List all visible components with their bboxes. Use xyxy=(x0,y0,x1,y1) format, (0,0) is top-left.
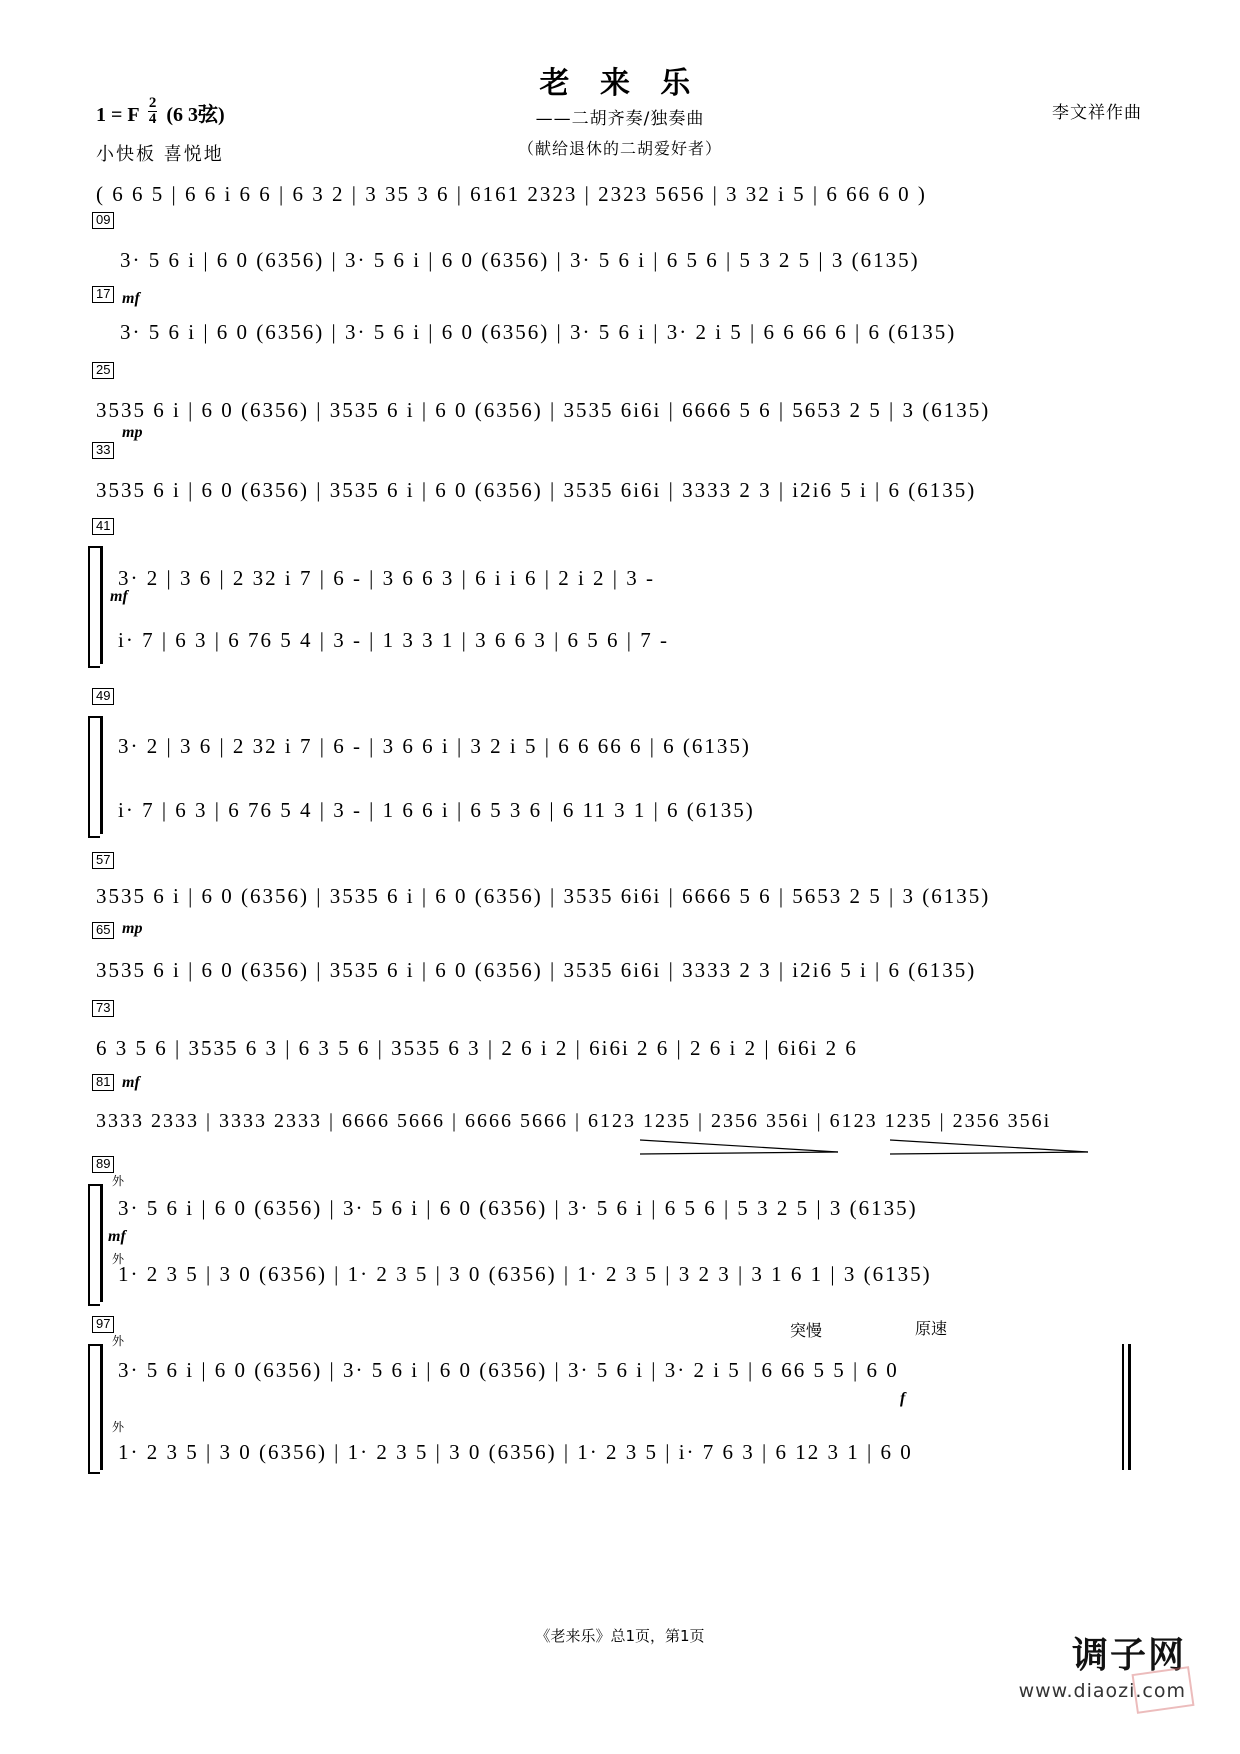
system-notes: 3535 6 i | 6 0 (6356) | 3535 6 i | 6 0 (6356) | 3535 6i6i | 6666 5 6 | 5653 2 5 | 3 (6135) xyxy=(96,398,991,422)
system-notes: 3· 5 6 i | 6 0 (6356) | 3· 5 6 i | 6 0 (6356) | 3· 5 6 i | 3· 2 i 5 | 6 6 66 6 | 6 (6135) xyxy=(120,320,957,344)
system-brace-89 xyxy=(88,1184,100,1306)
system-notes-upper: 3· 2 | 3 6 | 2 32 i 7 | 6 - | 3 6 6 3 | 6 i i 6 | 2 i 2 | 3 - xyxy=(118,566,655,590)
measure-number-73: 73 xyxy=(92,1000,114,1017)
tempo-mark-original-speed: 原速 xyxy=(915,1319,948,1338)
measure-number-65: 65 xyxy=(92,922,114,939)
final-barline-thin xyxy=(1122,1344,1124,1470)
measure-number-57: 57 xyxy=(92,852,114,869)
music-system-12-upper xyxy=(118,1358,1150,1383)
outer-string-mark-97-lower: 外 xyxy=(112,1420,125,1434)
measure-number-09: 09 xyxy=(92,212,114,229)
music-system-9 xyxy=(96,1036,1152,1061)
music-system-4 xyxy=(96,478,1152,503)
system-brace-41 xyxy=(88,546,100,668)
system-notes: 3535 6 i | 6 0 (6356) | 3535 6 i | 6 0 (6356) | 3535 6i6i | 6666 5 6 | 5653 2 5 | 3 (6135) xyxy=(96,884,991,908)
music-system-11-upper xyxy=(118,1196,1150,1221)
system-notes: 3535 6 i | 6 0 (6356) | 3535 6 i | 6 0 (6356) | 3535 6i6i | 3333 2 3 | i2i6 5 i | 6 (6135) xyxy=(96,478,977,502)
hairpin-diminuendo-1 xyxy=(640,1138,840,1156)
final-barline-thick xyxy=(1128,1344,1131,1470)
measure-number-49: 49 xyxy=(92,688,114,705)
measure-number-25: 25 xyxy=(92,362,114,379)
music-system-5-lower xyxy=(118,628,1150,653)
system-notes: 3535 6 i | 6 0 (6356) | 3535 6 i | 6 0 (6356) | 3535 6i6i | 3333 2 3 | i2i6 5 i | 6 (6135) xyxy=(96,958,977,982)
watermark-stamp-icon xyxy=(1131,1666,1194,1714)
music-system-2 xyxy=(120,320,1150,345)
outer-string-mark-97-upper: 外 xyxy=(112,1334,125,1348)
measure-number-89: 89 xyxy=(92,1156,114,1173)
system-notes: ( 6 6 5 | 6 6 i 6 6 | 6 3 2 | 3 35 3 6 | 6161 2323 | 2323 5656 | 3 32 i 5 | 6 66 6 0 ) xyxy=(96,182,927,206)
system-bracket-49 xyxy=(100,716,103,834)
dynamic-mp-33: mp xyxy=(122,424,143,441)
system-notes: 3· 5 6 i | 6 0 (6356) | 3· 5 6 i | 6 0 (6356) | 3· 5 6 i | 6 5 6 | 5 3 2 5 | 3 (6135) xyxy=(120,248,920,272)
outer-string-mark-89-upper: 外 xyxy=(112,1174,125,1188)
system-notes: 6 3 5 6 | 3535 6 3 | 6 3 5 6 | 3535 6 3 | 2 6 i 2 | 6i6i 2 6 | 2 6 i 2 | 6i6i 2 6 xyxy=(96,1036,858,1060)
measure-number-41: 41 xyxy=(92,518,114,535)
meter-denominator: 4 xyxy=(148,111,157,127)
measure-number-33: 33 xyxy=(92,442,114,459)
composer-credit: 李文祥作曲 xyxy=(1052,103,1142,123)
music-system-0 xyxy=(96,182,1152,207)
key-label: 1 = F xyxy=(96,104,139,126)
music-system-8 xyxy=(96,958,1152,983)
music-system-6-upper xyxy=(118,734,1150,759)
page-footer: 《老来乐》总1页，第1页 xyxy=(535,1627,705,1645)
system-bracket-97 xyxy=(100,1344,103,1470)
system-bracket-89 xyxy=(100,1184,103,1302)
system-notes-lower: i· 7 | 6 3 | 6 76 5 4 | 3 - | 1 6 6 i | 6 5 3 6 | 6 11 3 1 | 6 (6135) xyxy=(118,798,755,822)
system-notes-upper: 3· 2 | 3 6 | 2 32 i 7 | 6 - | 3 6 6 i | 3 2 i 5 | 6 6 66 6 | 6 (6135) xyxy=(118,734,751,758)
system-notes-upper: 3· 5 6 i | 6 0 (6356) | 3· 5 6 i | 6 0 (6356) | 3· 5 6 i | 6 5 6 | 5 3 2 5 | 3 (6135) xyxy=(118,1196,918,1220)
system-brace-97 xyxy=(88,1344,100,1474)
music-system-3 xyxy=(96,398,1152,423)
system-notes-lower: 1· 2 3 5 | 3 0 (6356) | 1· 2 3 5 | 3 0 (6356) | 1· 2 3 5 | i· 7 6 3 | 6 12 3 1 | 6 0 xyxy=(118,1440,913,1464)
music-system-5-upper xyxy=(118,566,1150,591)
dynamic-mf-17: mf xyxy=(122,290,140,307)
measure-number-97: 97 xyxy=(92,1316,114,1333)
music-system-6-lower xyxy=(118,798,1150,823)
measure-number-81: 81 xyxy=(92,1074,114,1091)
system-notes-upper: 3· 5 6 i | 6 0 (6356) | 3· 5 6 i | 6 0 (6356) | 3· 5 6 i | 3· 2 i 5 | 6 66 5 5 | 6 0 xyxy=(118,1358,899,1382)
system-notes-lower: 1· 2 3 5 | 3 0 (6356) | 1· 2 3 5 | 3 0 (6356) | 1· 2 3 5 | 3 2 3 | 3 1 6 1 | 3 (6135) xyxy=(118,1262,932,1286)
dynamic-f-97: f xyxy=(900,1390,906,1407)
hairpin-diminuendo-2 xyxy=(890,1138,1090,1156)
subtitle-genre: ——二胡齐奏/独奏曲 xyxy=(535,109,705,129)
page-title: 老 来 乐 xyxy=(539,66,701,101)
outer-string-mark-89-lower: 外 xyxy=(112,1252,125,1266)
string-tuning: (6 3弦) xyxy=(166,104,225,126)
music-system-11-lower xyxy=(118,1262,1150,1287)
watermark-site-url: www.diaozi.com xyxy=(1018,1680,1186,1702)
music-system-1 xyxy=(120,248,1150,273)
music-system-7 xyxy=(96,884,1152,909)
tempo-mark-sudden-slow: 突慢 xyxy=(790,1321,823,1340)
tempo-expression-mark: 小快板 喜悦地 xyxy=(96,144,224,165)
system-bracket-41 xyxy=(100,546,103,664)
measure-number-17: 17 xyxy=(92,286,114,303)
meter-numerator: 2 xyxy=(148,95,157,111)
system-notes-lower: i· 7 | 6 3 | 6 76 5 4 | 3 - | 1 3 3 1 | 3 6 6 3 | 6 5 6 | 7 - xyxy=(118,628,669,652)
subtitle-dedication: （献给退休的二胡爱好者） xyxy=(517,139,722,158)
dynamic-mf-81: mf xyxy=(122,1074,140,1091)
watermark-site-name: 调子网 xyxy=(1071,1635,1186,1676)
system-brace-49 xyxy=(88,716,100,838)
dynamic-mf-41: mf xyxy=(110,588,128,605)
music-system-10 xyxy=(96,1110,1152,1133)
system-notes: 3333 2333 | 3333 2333 | 6666 5666 | 6666 5666 | 6123 1235 | 2356 356i | 6123 1235 | 2356 356i xyxy=(96,1110,1052,1132)
dynamic-mp-65: mp xyxy=(122,920,143,937)
music-system-12-lower xyxy=(118,1440,1150,1465)
dynamic-mf-89: mf xyxy=(108,1228,126,1245)
watermark xyxy=(1019,1627,1186,1702)
